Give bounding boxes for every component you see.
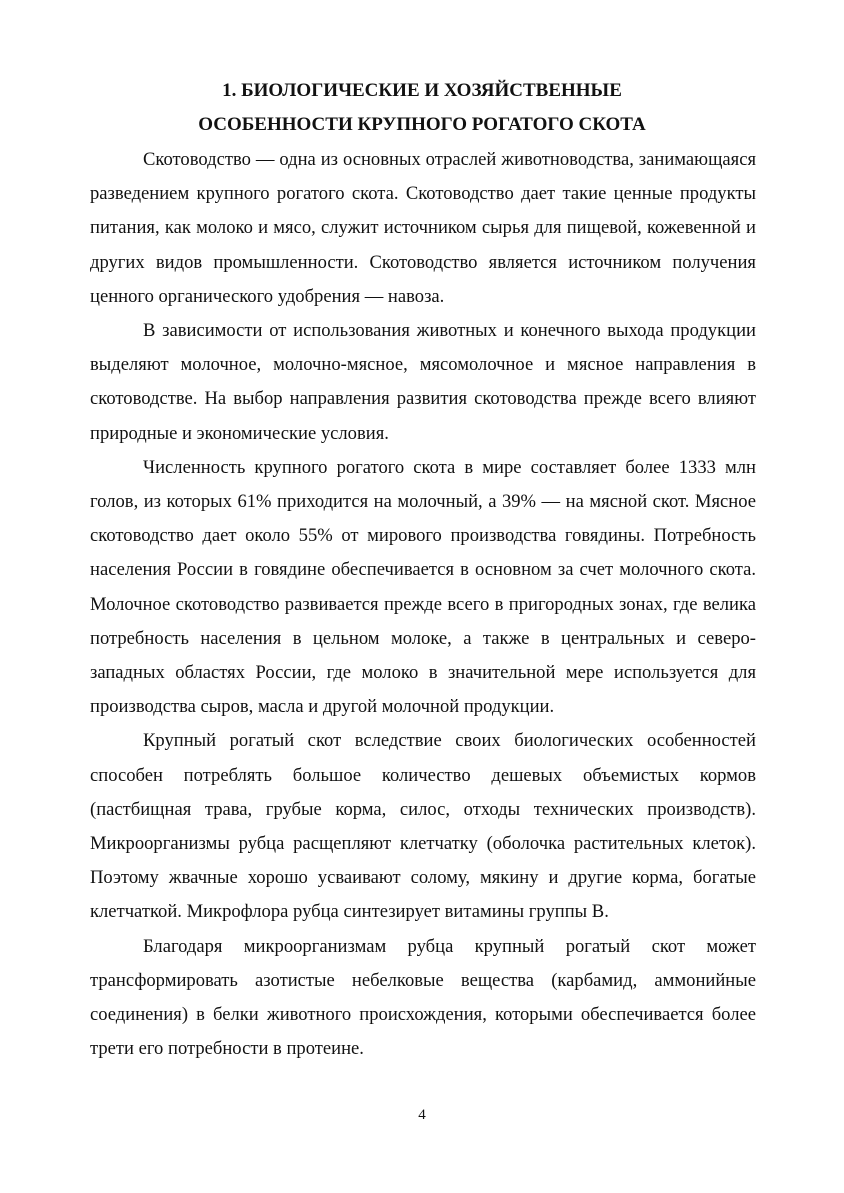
paragraph: Крупный рогатый скот вследствие своих биологических особенностей способен потреблять большое количество дешевых объемистых кормов (пастбищная трава, грубые корма, силос, отходы технических производств). Микроорганизмы рубца расщепляют клетчатку (оболочка растительных клеток). Поэтому жвачные хорошо усваивают солому, мякину и другие корма, богатые клетчаткой. Микрофлора рубца синтезирует витамины группы В. [90,730,756,923]
paragraph: В зависимости от использования животных и конечного выхода продукции выделяют молочное, молочно-мясное, мясомолочное и мясное направления в скотоводстве. На выбор направления развития скотоводства прежде всего влияют природные и экономические условия. [90,320,756,444]
paragraph: Благодаря микроорганизмам рубца крупный рогатый скот может трансформировать азотистые небелковые вещества (карбамид, аммонийные соединения) в белки животного происхождения, которыми обеспечивается более трети его потребности в протеине. [90,935,756,1060]
section-heading [90,74,754,142]
paragraph: Численность крупного рогатого скота в мире составляет более 1333 млн голов, из которых 61% приходится на молочный, а 39% — на мясной скот. Мясное скотоводство дает около 55% от мирового производства говядины. Потребность населения России в говядине обеспечивается в основном за счет молочного скота. Молочное скотоводство развивается прежде всего в пригородных зонах, где велика потребность населения в цельном молоке, а также в центральных и северо-западных областях России, где молоко в значительной мере используется для производства сыров, масла и другой молочной продукции. [90,456,756,718]
paragraph: Скотоводство — одна из основных отраслей животноводства, занимающаяся разведением крупного рогатого скота. Скотоводство дает такие ценные продукты питания, как молоко и мясо, служит источником сырья для пищевой, кожевенной и других видов промышленности. Скотоводство является источником получения ценного органического удобрения — навоза. [90,149,756,307]
heading-line-2: ОСОБЕННОСТИ КРУПНОГО РОГАТОГО СКОТА [198,114,646,135]
body-text [90,143,756,1066]
page-number: 4 [418,1107,426,1123]
heading-line-1: 1. БИОЛОГИЧЕСКИЕ И ХОЗЯЙСТВЕННЫЕ [222,80,622,101]
